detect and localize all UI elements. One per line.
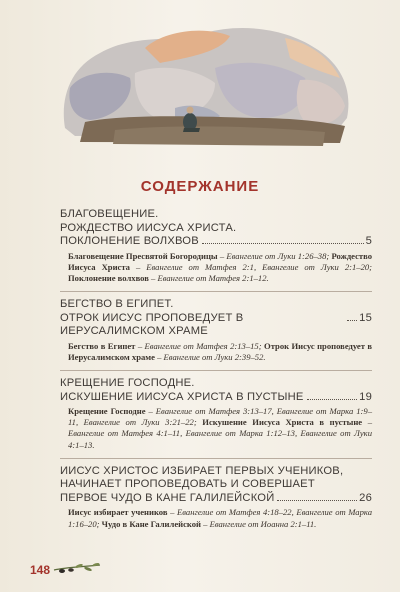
entry-ref: Евангелие от Матфея 2:1, Евангелие от Луки 2:1–20; (146, 261, 373, 272)
section-heading: РОЖДЕСТВО ИИСУСА ХРИСТА. (60, 221, 237, 234)
toc-section-4 (60, 465, 372, 530)
toc-section-2 (60, 298, 372, 363)
section-heading: ПОКЛОНЕНИЕ ВОЛХВОВ (60, 235, 199, 247)
section-description: Иисус избирает учеников – Евангелие от Матфея 4:18–22, Евангелие от Марка 1:16–20; Чудо в Кане Галилейской – Евангелие от Иоанна 2:1–11. (68, 507, 373, 529)
entry-title: Крещение Господне (68, 406, 146, 417)
entry-ref: Евангелие от Матфея 4:18–22, Евангелие от Марка 1:16–20; (68, 507, 373, 529)
page-number: 5 (365, 235, 372, 247)
section-heading: ИИСУС ХРИСТОС ИЗБИРАЕТ ПЕРВЫХ УЧЕНИКОВ, (60, 464, 344, 477)
entry-title: Чудо в Кане Галилейской (101, 518, 201, 529)
entry-title: Поклонение волхвов (68, 272, 149, 283)
section-description: Благовещение Пресвятой Богородицы – Евангелие от Луки 1:26–38; Рождество Иисуса Христа – Евангелие от Матфея 2:1, Евангелие от Луки 2:1–20; Поклонение волхвов – Евангелие от Матфея 2:1–12. (68, 250, 373, 283)
section-divider (60, 458, 372, 459)
page-number: 15 (359, 311, 372, 324)
entry-title: Рождество Иисуса Христа (68, 250, 373, 272)
section-heading-row (60, 391, 372, 405)
entry-title: Иисус избирает учеников (68, 507, 168, 518)
page-number: 19 (359, 390, 372, 403)
page-title: СОДЕРЖАНИЕ (140, 178, 260, 195)
section-divider (60, 370, 372, 371)
entry-title: Бегство в Египет (68, 340, 136, 351)
entry-title: Отрок Иисус проповедует в Иерусалимском храме (68, 340, 372, 362)
entry-ref: Евангелие от Луки 1:26–38; (226, 250, 330, 261)
section-heading: ИСКУШЕНИЕ ИИСУСА ХРИСТА В ПУСТЫНЕ (60, 390, 304, 403)
olive-branch-icon (52, 562, 102, 576)
table-of-contents (60, 208, 372, 537)
section-heading: НАЧИНАЕТ ПРОПОВЕДОВАТЬ И СОВЕРШАЕТ (60, 478, 315, 491)
entry-title: Искушение Иисуса Христа в пустыне (202, 417, 363, 428)
section-heading-row (60, 492, 372, 506)
entry-ref: Евангелие от Матфея 2:13–15; (144, 340, 262, 351)
page-number: 26 (359, 491, 372, 504)
entry-ref: Евангелие от Матфея 3:13–17, Евангелие от Марка 1:9–11, Евангелие от Луки 3:21–22; (68, 406, 372, 428)
dot-leader (277, 500, 357, 501)
toc-section-1 (60, 208, 372, 284)
section-description: Бегство в Египет – Евангелие от Матфея 2:13–15; Отрок Иисус проповедует в Иерусалимском храме – Евангелие от Луки 2:39–52. (68, 340, 372, 362)
entry-ref: Евангелие от Луки 2:39–52. (163, 351, 266, 362)
section-description: Крещение Господне – Евангелие от Матфея 3:13–17, Евангелие от Марка 1:9–11, Евангелие от Луки 3:21–22; Искушение Иисуса Христа в пустыне – Евангелие от Матфея 4:1–11, Евангелие от Марка 1:12–13, Евангелие от Луки 4:1–13. (68, 406, 373, 450)
section-heading-row (60, 235, 372, 249)
toc-section-3 (60, 377, 372, 451)
entry-ref: Евангелие от Иоанна 2:1–11. (209, 518, 317, 529)
entry-ref: Евангелие от Матфея 4:1–11, Евангелие от Марка 1:12–13, Евангелие от Луки 4:1–13. (68, 428, 372, 450)
section-heading: БЛАГОВЕЩЕНИЕ. (60, 208, 159, 220)
section-divider (60, 291, 372, 292)
dot-leader (202, 243, 364, 244)
section-heading: БЕГСТВО В ЕГИПЕТ. (60, 298, 174, 311)
section-heading: ОТРОК ИИСУС ПРОПОВЕДУЕТ В ИЕРУСАЛИМСКОМ ХРАМЕ (60, 311, 244, 338)
section-heading-row (60, 312, 372, 339)
rocks-illustration (55, 18, 355, 153)
entry-title: Благовещение Пресвятой Богородицы (68, 250, 218, 261)
entry-ref: Евангелие от Матфея 2:1–12. (157, 272, 269, 283)
folio-page-number: 148 (30, 563, 51, 577)
section-heading: КРЕЩЕНИЕ ГОСПОДНЕ. (60, 377, 195, 390)
section-heading: ПЕРВОЕ ЧУДО В КАНЕ ГАЛИЛЕЙСКОЙ (60, 491, 275, 504)
dot-leader (307, 399, 358, 400)
dot-leader (347, 320, 357, 321)
